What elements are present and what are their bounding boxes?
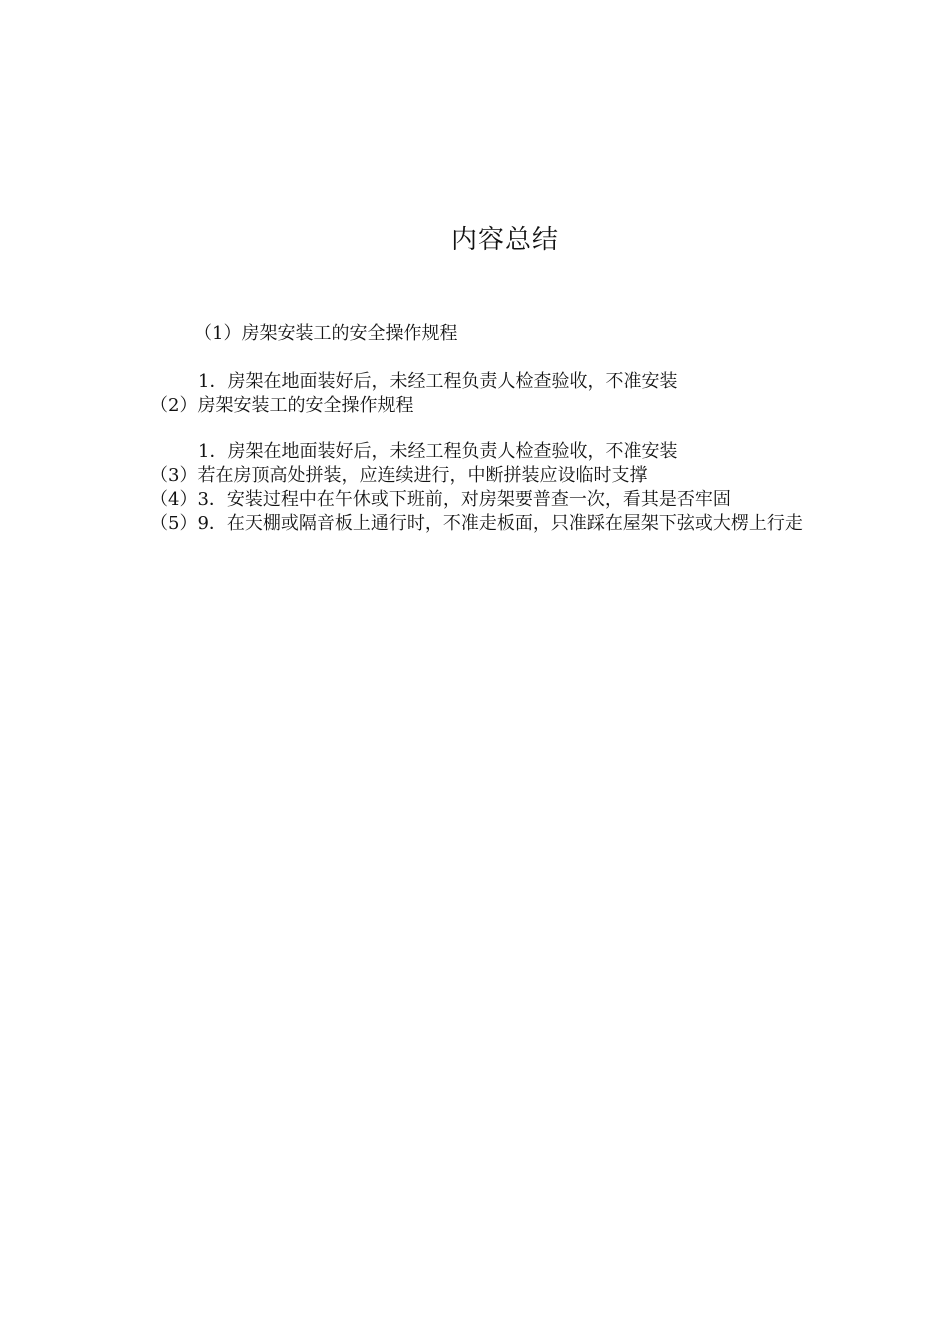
paragraph-4: 1．房架在地面装好后，未经工程负责人检查验收，不准安装 [198,441,678,462]
paragraph-1: （1）房架安装工的安全操作规程 [194,323,458,344]
paragraph-3: （2）房架安装工的安全操作规程 [150,395,414,416]
paragraph-6: （4）3．安装过程中在午休或下班前，对房架要普查一次，看其是否牢固 [150,489,731,510]
paragraph-5: （3）若在房顶高处拼装，应连续进行，中断拼装应设临时支撑 [150,465,648,486]
paragraph-2: 1．房架在地面装好后，未经工程负责人检查验收，不准安装 [198,371,678,392]
page-title: 内容总结 [450,225,559,255]
document-body [150,322,810,536]
paragraph-7: （5）9．在天棚或隔音板上通行时，不准走板面，只准踩在屋架下弦或大楞上行走 [150,513,803,534]
